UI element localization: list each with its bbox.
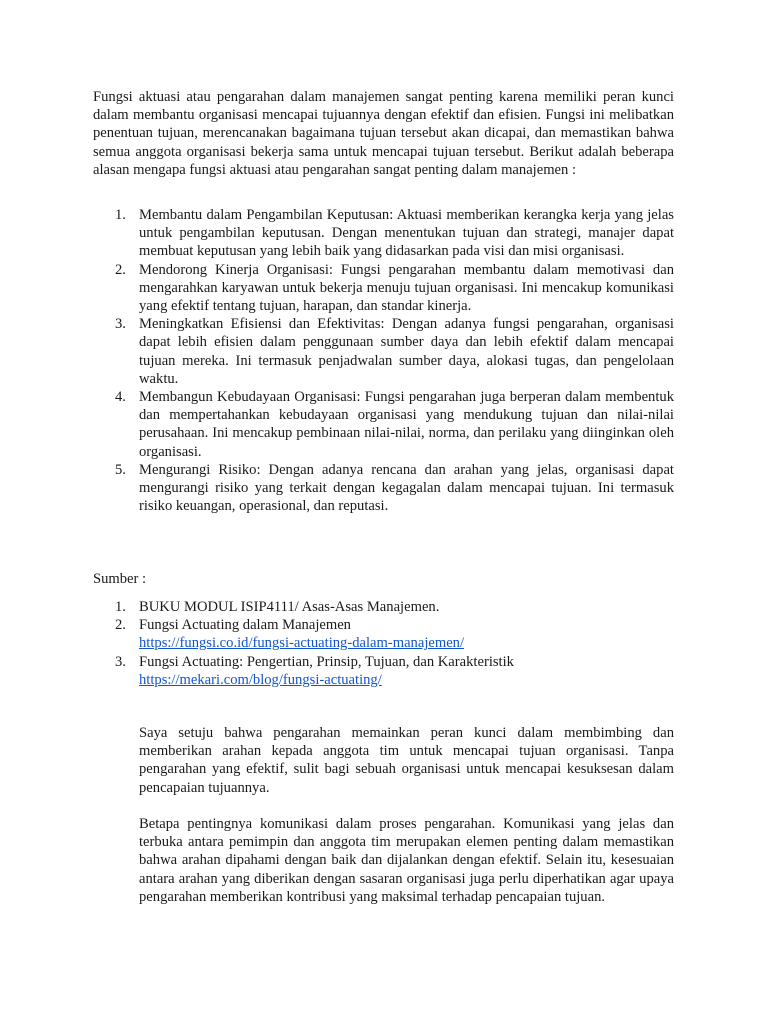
list-number: 1. bbox=[115, 207, 126, 223]
source-item bbox=[93, 653, 674, 689]
reason-text: Membangun Kebudayaan Organisasi: Fungsi pengarahan juga berperan dalam membentuk dan mempertahankan kebudayaan organisasi yang mendukung tujuan dan nilai-nilai perusahaan. Ini mencakup pembinaan nilai-nilai, norma, dan perilaku yang diinginkan oleh organisasi. bbox=[139, 389, 674, 460]
source-item bbox=[93, 616, 674, 652]
source-link[interactable]: https://fungsi.co.id/fungsi-actuating-dalam-manajemen/ bbox=[139, 635, 465, 652]
reason-item bbox=[93, 206, 674, 261]
reason-text: Membantu dalam Pengambilan Keputusan: Aktuasi memberikan kerangka kerja yang jelas untuk pengambilan keputusan. Dengan menentukan tujuan dan strategi, manajer dapat membuat keputusan yang lebih baik yang didasarkan pada visi dan misi organisasi. bbox=[139, 207, 674, 260]
reason-text: Mengurangi Risiko: Dengan adanya rencana dan arahan yang jelas, organisasi dapat mengurangi risiko yang terkait dengan kegagalan dalam mencapai tujuan. Ini termasuk risiko keuangan, operasional, dan reputasi. bbox=[139, 461, 674, 515]
source-item bbox=[93, 598, 674, 616]
source-link[interactable]: https://mekari.com/blog/fungsi-actuating/ bbox=[139, 671, 382, 688]
source-title: Fungsi Actuating: Pengertian, Prinsip, Tujuan, dan Karakteristik bbox=[139, 653, 514, 670]
list-number: 4. bbox=[115, 389, 126, 406]
sources-heading: Sumber : bbox=[93, 571, 147, 587]
sources-list bbox=[93, 598, 674, 689]
reason-text: Mendorong Kinerja Organisasi: Fungsi pengarahan membantu dalam memotivasi dan mengarahkan karyawan untuk bekerja menuju tujuan organisasi. Ini mencakup komunikasi yang efektif tentang tujuan, harapan, dan standar kinerja. bbox=[139, 261, 674, 315]
reason-item bbox=[93, 261, 674, 316]
source-title: Fungsi Actuating dalam Manajemen bbox=[139, 617, 351, 634]
list-number: 3. bbox=[115, 653, 126, 670]
reason-item bbox=[93, 461, 674, 516]
source-title: BUKU MODUL ISIP4111/ Asas-Asas Manajemen. bbox=[139, 599, 440, 615]
reasons-list bbox=[93, 206, 674, 515]
response-paragraph-2: Betapa pentingnya komunikasi dalam proses pengarahan. Komunikasi yang jelas dan terbuka antara pemimpin dan anggota tim merupakan elemen penting dalam memastikan bahwa arahan dipahami dengan baik dan dijalankan dengan efektif. Selain itu, kesesuaian antara arahan yang diberikan dengan sasaran organisasi juga perlu diperhatikan agar upaya pengarahan memberikan kontribusi yang maksimal terhadap pencapaian tujuan. bbox=[139, 816, 674, 905]
list-number: 3. bbox=[115, 316, 126, 333]
list-number: 1. bbox=[115, 599, 126, 615]
reason-text: Meningkatkan Efisiensi dan Efektivitas: Dengan adanya fungsi pengarahan, organisasi dapat lebih efisien dalam penggunaan sumber daya dan lebih efektif dalam mencapai tujuan mereka. Ini termasuk penjadwalan sumber daya, alokasi tugas, dan pengelolaan waktu. bbox=[139, 316, 674, 387]
reason-item bbox=[93, 388, 674, 461]
reason-item bbox=[93, 315, 674, 388]
response-paragraph-1: Saya setuju bahwa pengarahan memainkan peran kunci dalam membimbing dan memberikan arahan kepada anggota tim untuk mencapai tujuan organisasi. Tanpa pengarahan yang efektif, sulit bagi sebuah organisasi untuk mencapai kesuksesan dalam pencapaian tujuannya. bbox=[139, 725, 674, 796]
list-number: 2. bbox=[115, 261, 126, 278]
intro-paragraph: Fungsi aktuasi atau pengarahan dalam manajemen sangat penting karena memiliki peran kunci dalam membantu organisasi mencapai tujuannya dengan efektif dan efisien. Fungsi ini melibatkan penentuan tujuan, merencanakan bagaimana tujuan tersebut akan dicapai, dan memastikan bahwa semua anggota organisasi bekerja sama untuk mencapai tujuan tersebut. Berikut adalah beberapa alasan mengapa fungsi aktuasi atau pengarahan sangat penting dalam manajemen : bbox=[93, 89, 674, 178]
list-number: 5. bbox=[115, 461, 126, 478]
list-number: 2. bbox=[115, 617, 126, 634]
